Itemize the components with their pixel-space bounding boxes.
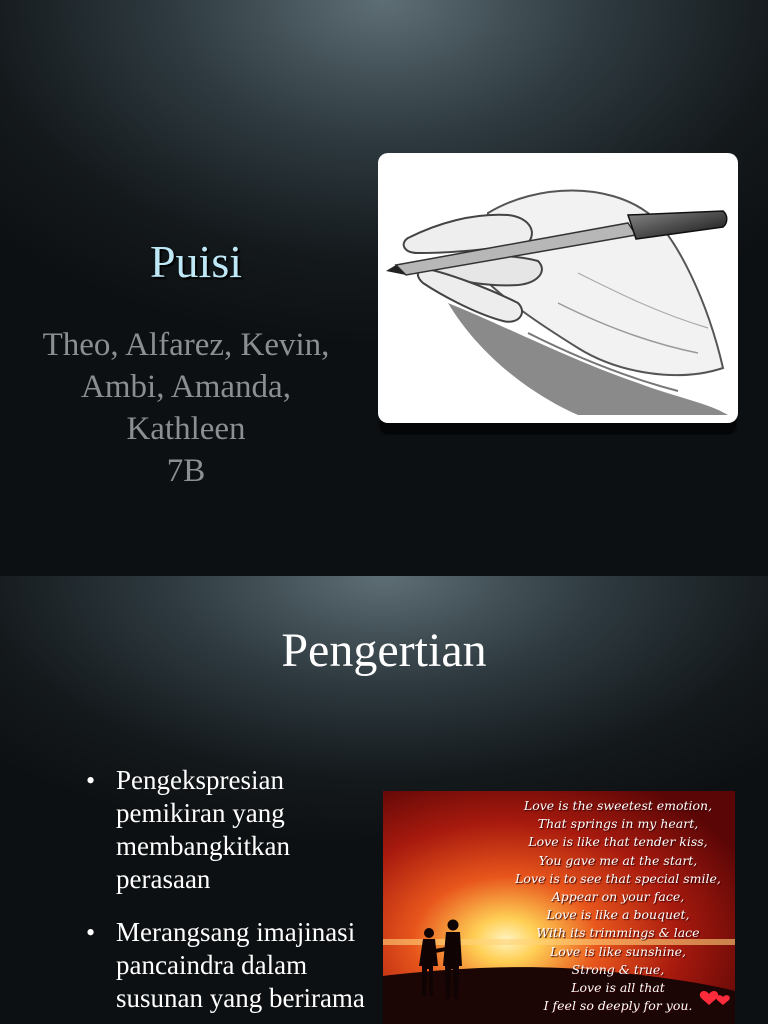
- poem-line: I feel so deeply for you.: [543, 998, 693, 1014]
- poem-line: Love is like that tender kiss,: [528, 834, 708, 850]
- bullet-icon: •: [86, 918, 96, 947]
- bullet-icon: •: [86, 766, 96, 795]
- poem-text: [501, 797, 735, 1015]
- slide-subtitle: [16, 324, 356, 492]
- poem-line: Love is the sweetest emotion,: [523, 798, 713, 813]
- subtitle-line: Kathleen: [126, 411, 246, 447]
- slide-title-heading: Puisi: [149, 236, 243, 287]
- hand-writing-image: [378, 153, 738, 423]
- love-poem-image: [383, 791, 735, 1024]
- poem-line: Strong & true,: [571, 961, 665, 977]
- poem-line: With its trimmings & lace: [536, 925, 700, 941]
- subtitle-line: 7B: [166, 453, 206, 489]
- poem-line: Love is like sunshine,: [550, 943, 686, 959]
- poem-line: You gave me at the start,: [538, 852, 698, 868]
- poem-line: Love is all that: [571, 980, 665, 996]
- bullet-list: [86, 764, 386, 1024]
- subtitle-line: Theo, Alfarez, Kevin,: [42, 327, 330, 363]
- poem-line: Love is like a bouquet,: [546, 907, 690, 923]
- slide-definition: [0, 576, 768, 1024]
- poem-line: Appear on your face,: [551, 889, 685, 905]
- slide-heading: Pengertian: [281, 624, 487, 677]
- bullet-text: Pengekspresian pemikiran yang membangkitkan perasaan: [116, 765, 290, 894]
- list-item: [86, 764, 386, 896]
- list-item: [86, 916, 386, 1015]
- poem-line: Love is to see that special smile,: [515, 870, 721, 886]
- poem-line: That springs in my heart,: [537, 816, 699, 832]
- subtitle-line: Ambi, Amanda,: [81, 369, 291, 405]
- bullet-text: Merangsang imajinasi pancaindra dalam susunan yang berirama: [116, 917, 365, 1013]
